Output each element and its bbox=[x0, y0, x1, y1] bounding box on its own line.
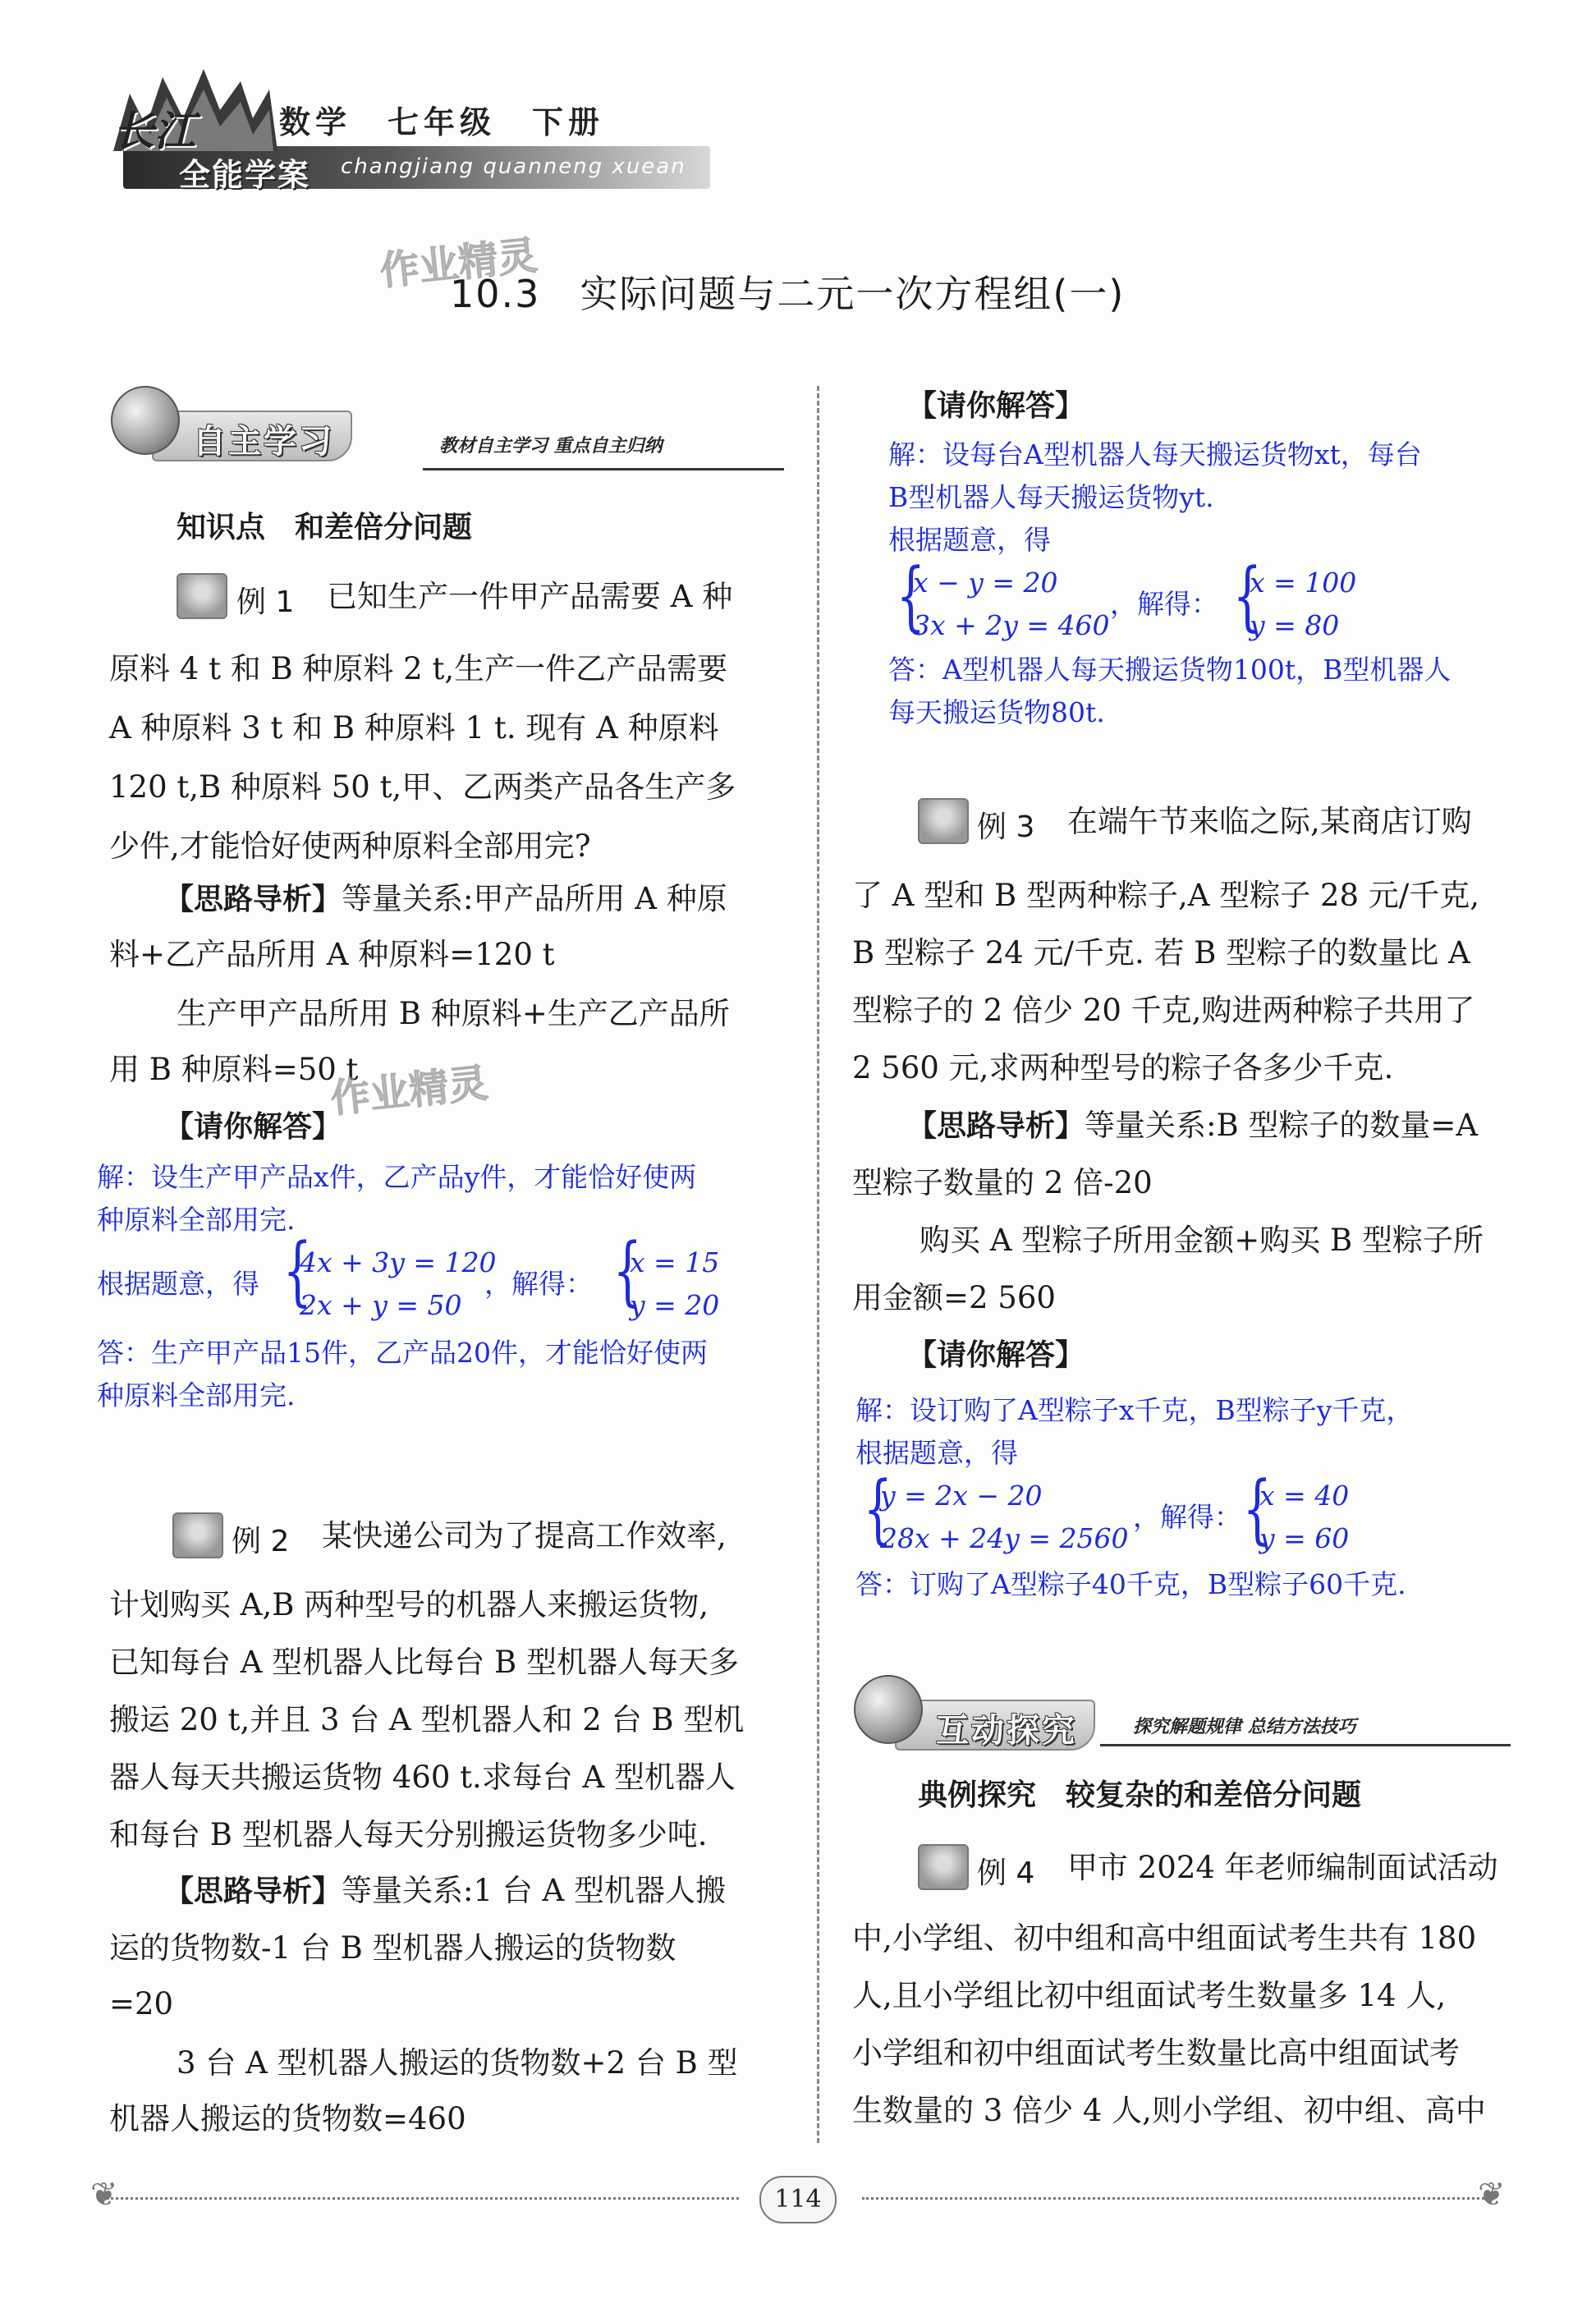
analysis-line: 生产甲产品所用 B 种原料+生产乙产品所 bbox=[177, 996, 730, 1031]
brand-name: 全能学案 bbox=[179, 157, 311, 193]
brace-icon: { bbox=[896, 552, 925, 640]
answer-line: 答：订购了A型粽子40千克，B型粽子60千克. bbox=[855, 1568, 1406, 1600]
solution: y = 60 bbox=[1259, 1522, 1350, 1554]
brace-icon: { bbox=[612, 1227, 642, 1315]
answer-line: 解：设订购了A型粽子x千克，B型粽子y千克， bbox=[855, 1394, 1414, 1426]
example1-line: 已知生产一件甲产品需要 A 种 bbox=[327, 579, 733, 614]
example2-line: 搬运 20 t,并且 3 台 A 型机器人和 2 台 B 型机 bbox=[109, 1702, 745, 1737]
example3-line: 型粽子的 2 倍少 20 千克,购进两种粽子共用了 bbox=[852, 993, 1475, 1028]
example2-line: 计划购买 A,B 两种型号的机器人来搬运货物, bbox=[109, 1587, 709, 1622]
analysis-line: 料+乙产品所用 A 种原料=120 t bbox=[109, 937, 555, 972]
answer-line: 种原料全部用完. bbox=[97, 1204, 296, 1236]
example3-line: B 型粽子 24 元/千克. 若 B 型粽子的数量比 A bbox=[852, 935, 1470, 971]
analysis-line: 3 台 A 型机器人搬运的货物数+2 台 B 型 bbox=[177, 2045, 738, 2081]
watermark: 作业精灵 bbox=[328, 1060, 490, 1122]
solve-label: ，解得： bbox=[484, 1268, 593, 1300]
globe-icon bbox=[111, 386, 180, 455]
analysis-line: 型粽子数量的 2 倍-20 bbox=[852, 1165, 1153, 1200]
analysis-label: 【思路导析】 bbox=[164, 883, 342, 916]
example2-line: 和每台 B 型机器人每天分别搬运货物多少吨. bbox=[109, 1817, 708, 1852]
example4-line: 甲市 2024 年老师编制面试活动 bbox=[1067, 1850, 1498, 1885]
answer-line: 种原料全部用完. bbox=[97, 1379, 296, 1411]
analysis-line: 用 B 种原料=50 t bbox=[109, 1052, 359, 1087]
footer-rule bbox=[107, 2197, 739, 2200]
analysis-block bbox=[164, 870, 727, 929]
brace-icon: { bbox=[1232, 552, 1262, 640]
brace-icon: { bbox=[863, 1465, 892, 1553]
analysis-line: 机器人搬运的货物数=460 bbox=[109, 2101, 466, 2136]
analysis-line: 运的货物数-1 台 B 型机器人搬运的货物数 bbox=[109, 1930, 676, 1966]
ornament-icon: ❦ bbox=[1478, 2176, 1506, 2214]
answer-line: 解：设生产甲产品x件，乙产品y件，才能恰好使两 bbox=[97, 1161, 697, 1193]
example2-line: 已知每台 A 型机器人比每台 B 型机器人每天多 bbox=[109, 1645, 739, 1680]
solution: y = 20 bbox=[630, 1289, 720, 1321]
brand-script: 长江 bbox=[113, 107, 195, 155]
banner-tagline: 教材自主学习 重点自主归纳 bbox=[439, 436, 663, 457]
example-label: 例 2 bbox=[232, 1525, 290, 1558]
solution: y = 80 bbox=[1250, 609, 1340, 641]
answer-label: 【请你解答】 bbox=[907, 1338, 1085, 1372]
analysis-line: =20 bbox=[109, 1986, 174, 2021]
example3-line: 2 560 元,求两种型号的粽子各多少千克. bbox=[852, 1050, 1394, 1085]
example1-line: A 种原料 3 t 和 B 种原料 1 t. 现有 A 种原料 bbox=[109, 710, 719, 746]
equation: 3x + 2y = 460 bbox=[913, 609, 1110, 641]
answer-lead: 根据题意，得 bbox=[888, 524, 1051, 556]
analysis-line: 等量关系:甲产品所用 A 种原 bbox=[342, 881, 727, 916]
analysis-label: 【思路导析】 bbox=[907, 1109, 1085, 1143]
answer-lead: 根据题意，得 bbox=[855, 1437, 1018, 1469]
analysis-line: 等量关系:1 台 A 型机器人搬 bbox=[342, 1873, 727, 1908]
subject-line: 数学 七年级 下册 bbox=[279, 104, 605, 140]
self-study-banner bbox=[111, 386, 800, 476]
banner-rule bbox=[1100, 1744, 1511, 1746]
footer-rule bbox=[862, 2197, 1494, 2200]
banner-title: 自主学习 bbox=[193, 423, 334, 461]
example2-line: 某快递公司为了提高工作效率, bbox=[322, 1518, 727, 1553]
equation: 28x + 24y = 2560 bbox=[880, 1522, 1129, 1554]
analysis-line: 购买 A 型粽子所用金额+购买 B 型粽子所 bbox=[920, 1223, 1484, 1258]
brace-icon: { bbox=[1242, 1465, 1272, 1553]
brace-icon: { bbox=[282, 1227, 312, 1315]
page-number: 114 bbox=[759, 2176, 837, 2223]
answer-label: 【请你解答】 bbox=[907, 389, 1085, 423]
example-icon bbox=[918, 1844, 969, 1890]
column-divider bbox=[817, 386, 819, 2143]
example4-line: 小学组和初中组面试考生数量比高中组面试考 bbox=[852, 2035, 1460, 2071]
example-icon bbox=[172, 1512, 223, 1558]
solution: x = 40 bbox=[1259, 1480, 1350, 1512]
banner-tagline: 探究解题规律 总结方法技巧 bbox=[1133, 1717, 1356, 1737]
example2-line: 器人每天共搬运货物 460 t.求每台 A 型机器人 bbox=[109, 1760, 736, 1795]
example-icon bbox=[177, 573, 227, 619]
example3-line: 了 A 型和 B 型两种粽子,A 型粽子 28 元/千克, bbox=[852, 878, 1480, 913]
watermark: 作业精灵 bbox=[378, 232, 539, 295]
example4-line: 生数量的 3 倍少 4 人,则小学组、初中组、高中 bbox=[852, 2093, 1486, 2128]
example4-line: 人,且小学组比初中组面试考生数量多 14 人, bbox=[852, 1978, 1447, 2013]
answer-lead: 根据题意，得 bbox=[97, 1268, 259, 1300]
equation: x − y = 20 bbox=[913, 567, 1058, 599]
analysis-line: 用金额=2 560 bbox=[852, 1280, 1056, 1315]
answer-label: 【请你解答】 bbox=[164, 1110, 342, 1144]
answer-line: 答：A型机器人每天搬运货物100t，B型机器人 bbox=[888, 654, 1452, 686]
section-title: 10.3 实际问题与二元一次方程组(一) bbox=[450, 272, 1126, 316]
example-icon bbox=[918, 798, 969, 844]
equation: 4x + 3y = 120 bbox=[300, 1246, 497, 1278]
analysis-block bbox=[164, 1862, 726, 1920]
answer-line: 解：设每台A型机器人每天搬运货物xt，每台 bbox=[888, 438, 1422, 470]
answer-line: B型机器人每天搬运货物yt. bbox=[888, 481, 1214, 513]
knowledge-point: 知识点 和差倍分问题 bbox=[177, 511, 473, 544]
analysis-line: 等量关系:B 型粽子的数量=A bbox=[1085, 1108, 1479, 1143]
solve-label: ，解得： bbox=[1133, 1501, 1241, 1533]
example4-line: 中,小学组、初中组和高中组面试考生共有 180 bbox=[852, 1920, 1477, 1956]
example-label: 例 1 bbox=[236, 585, 295, 619]
example-label: 例 4 bbox=[977, 1856, 1035, 1890]
banner-rule bbox=[423, 468, 784, 470]
ornament-icon: ❦ bbox=[90, 2176, 118, 2214]
banner-title: 互动探究 bbox=[936, 1712, 1077, 1750]
example1-line: 120 t,B 种原料 50 t,甲、乙两类产品各生产多 bbox=[109, 769, 736, 805]
globe-icon bbox=[854, 1675, 923, 1744]
answer-line: 答：生产甲产品15件，乙产品20件，才能恰好使两 bbox=[97, 1337, 708, 1369]
analysis-block bbox=[907, 1097, 1478, 1155]
example1-line: 原料 4 t 和 B 种原料 2 t,生产一件乙产品需要 bbox=[109, 651, 728, 686]
analysis-label: 【思路导析】 bbox=[164, 1875, 342, 1908]
brand-pinyin: changjiang quanneng xuean bbox=[341, 154, 686, 179]
example-label: 例 3 bbox=[977, 810, 1035, 844]
solution: x = 100 bbox=[1250, 567, 1357, 599]
equation: 2x + y = 50 bbox=[300, 1289, 462, 1321]
example1-line: 少件,才能恰好使两种原料全部用完? bbox=[109, 828, 591, 864]
solution: x = 15 bbox=[630, 1246, 720, 1278]
knowledge-point: 典例探究 较复杂的和差倍分问题 bbox=[918, 1778, 1362, 1812]
solve-label: ，解得： bbox=[1110, 588, 1218, 620]
equation: y = 2x − 20 bbox=[880, 1480, 1043, 1512]
answer-line: 每天搬运货物80t. bbox=[888, 696, 1105, 728]
example3-line: 在端午节来临之际,某商店订购 bbox=[1067, 804, 1472, 839]
exploration-banner bbox=[854, 1675, 1543, 1765]
